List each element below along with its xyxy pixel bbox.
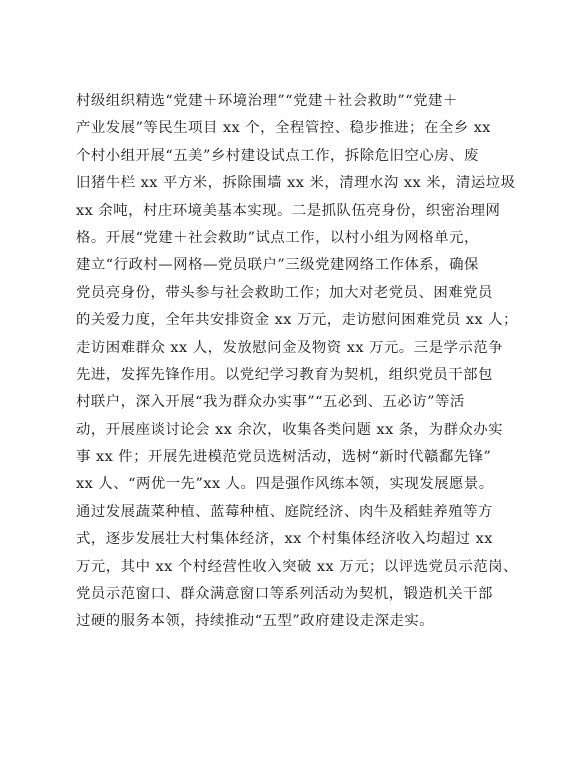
text-line: 事 xx 件；开展先进模范党员选树活动，选树“新时代赣鄱先锋” (76, 449, 492, 466)
text-line: 党员亮身份，带头参与社会救助工作；加大对老党员、困难党员 (76, 284, 493, 301)
text-line: 旧猪牛栏 xx 平方米，拆除围墙 xx 米，清理水沟 xx 米，清运垃圾 (76, 175, 516, 192)
text-line: 村级组织精选“党建＋环境治理”“党建＋社会救助”“党建＋ (76, 93, 458, 109)
text-line: 党员示范窗口、群众满意窗口等系列活动为契机，锻造机关干部 (76, 586, 493, 603)
text-line: 先进，发挥先锋作用。以党纪学习教育为契机，组织党员干部包 (76, 366, 493, 383)
text-line: 过硬的服务本领，持续推动“五型”政府建设走深走实。 (76, 613, 435, 630)
text-line: 建立“行政村—网格—党员联户”三级党建网络工作体系，确保 (76, 257, 479, 274)
text-line: xx 人、“两优一先”xx 人。四是强作风练本领，实现发展愿景。 (76, 476, 494, 493)
text-line: 万元，其中 xx 个村经营性收入突破 xx 万元；以评选党员示范岗、 (76, 558, 518, 575)
text-line: 格。开展“党建＋社会救助”试点工作，以村小组为网格单元， (76, 229, 479, 246)
text-line: 产业发展”等民生项目 xx 个，全程管控、稳步推进；在全乡 xx (76, 120, 491, 137)
text-line: 个村小组开展“五美”乡村建设试点工作，拆除危旧空心房、废 (76, 147, 479, 164)
text-line: 走访困难群众 xx 人，发放慰问金及物资 xx 万元。三是学示范争 (76, 339, 504, 356)
text-line: 式，逐步发展壮大村集体经济，xx 个村集体经济收入均超过 xx (76, 531, 493, 548)
body-paragraph (76, 88, 516, 636)
text-line: 动，开展座谈讨论会 xx 余次，收集各类问题 xx 条，为群众办实 (76, 421, 504, 438)
text-line: xx 余吨，村庄环境美基本实现。二是抓队伍亮身份，织密治理网 (76, 202, 501, 219)
text-line: 的关爱力度，全年共安排资金 xx 万元，走访慰问困难党员 xx 人； (76, 312, 518, 329)
text-line: 村联户，深入开展“我为群众办实事”“五必到、五必访”等活 (76, 394, 465, 411)
text-line: 通过发展蔬菜种植、蓝莓种植、庭院经济、肉牛及稻蛙养殖等方 (76, 503, 493, 520)
